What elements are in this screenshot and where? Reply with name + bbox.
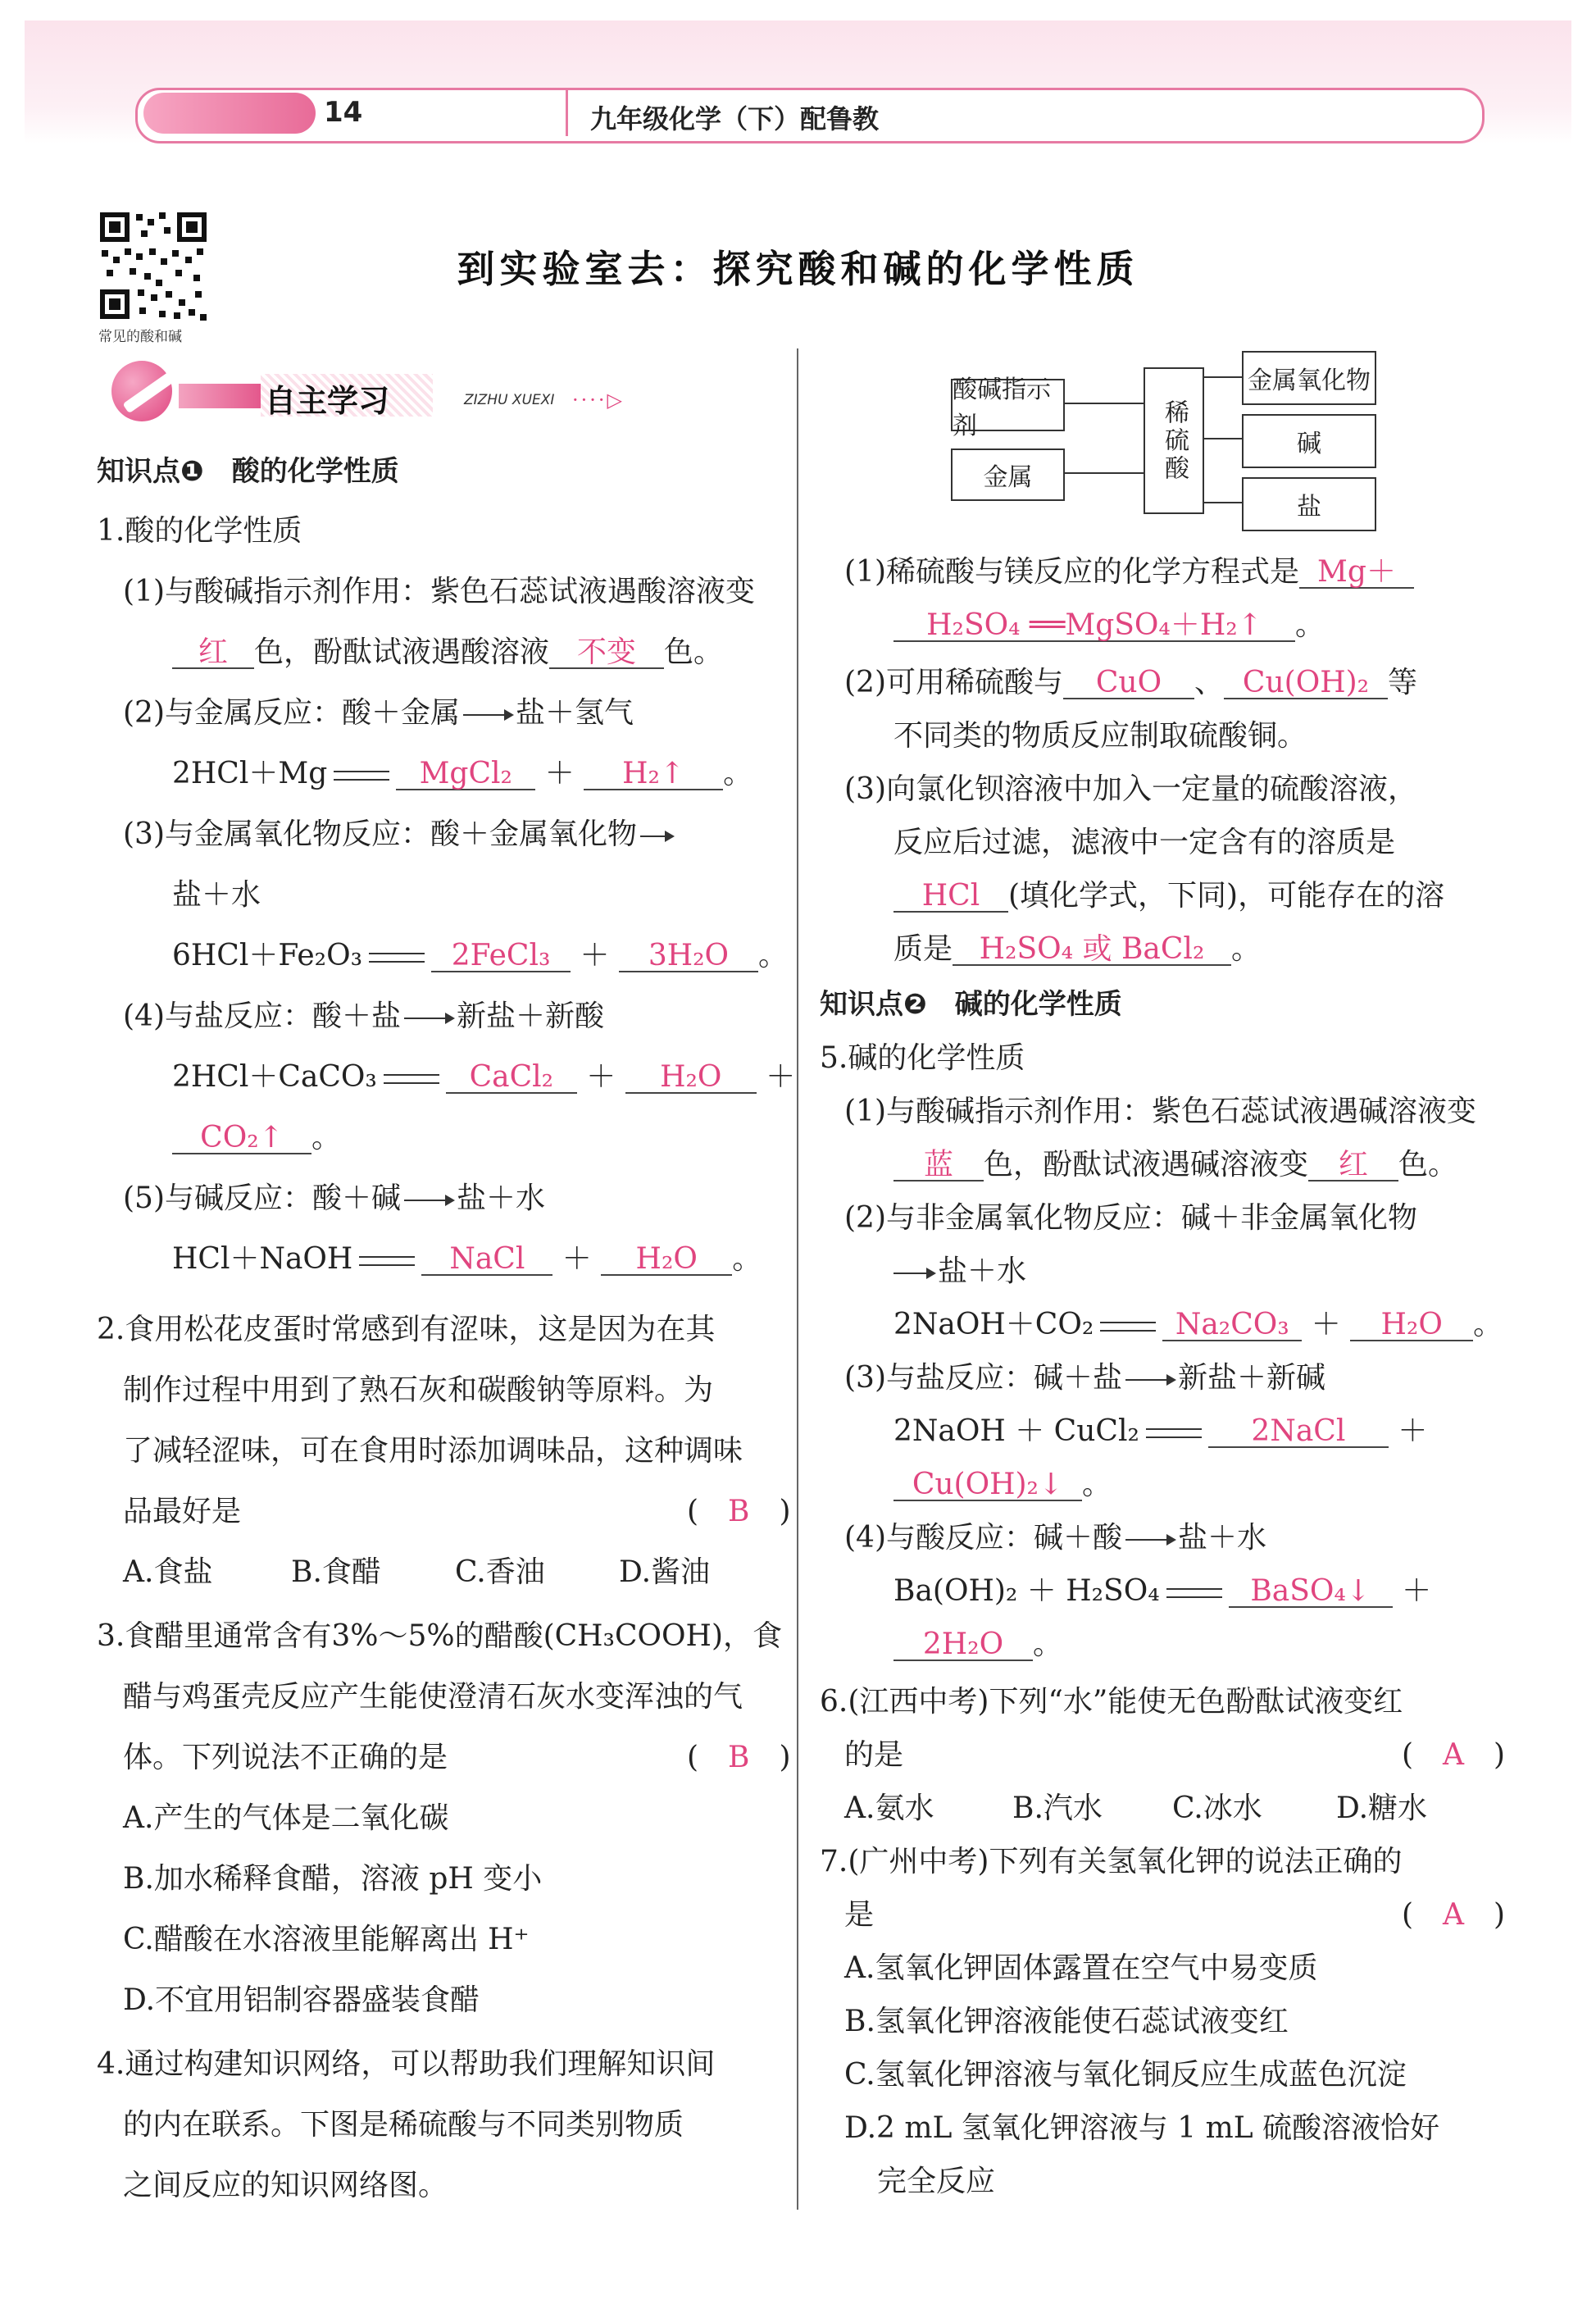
text: 色，酚酞试液遇碱溶液变 <box>984 1148 1309 1181</box>
qr-caption: 常见的酸和碱 <box>98 329 182 345</box>
answer-choice: B <box>728 1495 750 1528</box>
text: (5)与碱反应：酸＋碱 <box>123 1181 401 1215</box>
equals-icon <box>384 1074 439 1084</box>
diagram-box-indicator: 酸碱指示剂 <box>951 379 1065 431</box>
equation: 2HCl＋CaCO₃ <box>172 1060 377 1094</box>
text: 新盐＋新酸 <box>457 999 605 1033</box>
arrow-icon <box>893 1273 934 1274</box>
answer-blank[interactable]: 3H₂O <box>619 941 758 972</box>
header-divider <box>566 90 568 136</box>
answer-blank[interactable]: BaSO₄↓ <box>1229 1577 1393 1608</box>
answer-blank[interactable]: H₂SO₄ 或 BaCl₂ <box>953 935 1231 966</box>
answer-blank[interactable]: 红 <box>172 638 254 669</box>
answer-blank[interactable]: 2H₂O <box>893 1630 1033 1661</box>
equation: HCl＋NaOH <box>172 1242 353 1276</box>
diagram-box-sulfuric-acid: 稀硫酸 <box>1144 367 1204 514</box>
q7-answer[interactable]: ( A ) <box>1402 1898 1506 1932</box>
main-title: 到实验室去：探究酸和碱的化学性质 <box>457 247 1139 291</box>
q5-2-line2 <box>893 1254 1027 1288</box>
text: (1)稀硫酸与镁反应的化学方程式是 <box>844 555 1299 589</box>
equals-icon <box>369 953 425 963</box>
answer-blank[interactable]: H₂O <box>625 1063 757 1094</box>
q4-line3: 之间反应的知识网络图。 <box>123 2169 448 2202</box>
q1-1-line1: (1)与酸碱指示剂作用：紫色石蕊试液遇酸溶液变 <box>123 575 755 608</box>
q7-option-a[interactable]: A.氢氧化钾固体露置在空气中易变质 <box>844 1951 1318 1985</box>
arrow-icon <box>1125 1539 1175 1541</box>
q7-line1: 7.(广州中考)下列有关氢氧化钾的说法正确的 <box>820 1845 1403 1878</box>
text: (3)与金属氧化物反应：酸＋金属氧化物 <box>123 817 637 851</box>
q4-3-line1: (3)向氯化钡溶液中加入一定量的硫酸溶液， <box>844 772 1417 806</box>
book-title: 九年级化学（下）配鲁教 <box>590 103 880 134</box>
answer-blank[interactable]: 不变 <box>549 638 664 669</box>
q3-line1: 3.食醋里通常含有3%～5%的醋酸(CH₃COOH)，食 <box>97 1619 782 1653</box>
arrow-icon <box>640 835 673 837</box>
column-divider <box>797 348 798 2210</box>
q1-2-equation: 2HCl＋Mg MgCl₂ ＋ H₂↑ 。 <box>172 757 753 790</box>
knowledge-point-2: 知识点❷ 碱的化学性质 <box>820 988 1122 1021</box>
answer-choice: B <box>728 1741 750 1774</box>
section-header <box>105 361 630 426</box>
equation: 2NaOH＋CO₂ <box>893 1308 1094 1341</box>
text: 色。 <box>1398 1148 1458 1181</box>
text: 质是 <box>893 932 953 966</box>
q3-option-c[interactable]: C.醋酸在水溶液里能解离出 H⁺ <box>123 1923 530 1956</box>
arrow-icon <box>463 714 512 716</box>
q6-option-b[interactable]: B.汽水 <box>1012 1792 1103 1825</box>
q1-4-line1 <box>123 999 605 1033</box>
text: 新盐＋新碱 <box>1178 1361 1326 1395</box>
text: 盐＋氢气 <box>516 696 634 730</box>
q2-option-b[interactable]: B.食醋 <box>291 1555 381 1589</box>
q6-option-c[interactable]: C.冰水 <box>1172 1792 1262 1825</box>
answer-blank[interactable]: CuO <box>1063 668 1194 699</box>
diagram-box-metal-oxide: 金属氧化物 <box>1242 351 1376 405</box>
text: (填化学式，下同)，可能存在的溶 <box>1008 879 1445 913</box>
q1-5-line1 <box>123 1181 546 1215</box>
equals-icon <box>334 771 389 781</box>
answer-choice: A <box>1443 1738 1465 1772</box>
q4-1-line1 <box>844 555 1414 589</box>
q6-option-d[interactable]: D.糖水 <box>1336 1792 1428 1825</box>
answer-blank[interactable]: Mg＋ <box>1299 558 1414 589</box>
equals-icon <box>1166 1588 1222 1598</box>
q2-option-d[interactable]: D.酱油 <box>619 1555 711 1589</box>
q1-5-equation: HCl＋NaOH NaCl ＋ H₂O 。 <box>172 1242 762 1276</box>
q5-2-line1: (2)与非金属氧化物反应：碱＋非金属氧化物 <box>844 1201 1417 1235</box>
equals-icon <box>1146 1428 1202 1438</box>
section-pinyin: ZIZHU XUEXI <box>464 392 555 408</box>
knowledge-network-diagram <box>951 344 1377 533</box>
q1-4-equation: 2HCl＋CaCO₃ CaCl₂ ＋ H₂O ＋ <box>172 1060 796 1094</box>
diagram-box-metal: 金属 <box>951 448 1065 501</box>
diagram-box-salt: 盐 <box>1242 477 1376 531</box>
q6-answer[interactable]: ( A ) <box>1402 1738 1506 1772</box>
answer-blank[interactable]: H₂SO₄ ══MgSO₄＋H₂↑ <box>893 611 1295 642</box>
q6-line2: 的是 <box>844 1738 904 1772</box>
q5-1-line2 <box>893 1150 1457 1181</box>
header-pink-tab <box>143 93 316 134</box>
answer-blank[interactable]: Cu(OH)₂ <box>1224 668 1388 699</box>
q4-2-line1: (2)可用稀硫酸与 CuO 、 Cu(OH)₂ 等 <box>844 666 1418 699</box>
q2-option-a[interactable]: A.食盐 <box>123 1555 213 1589</box>
answer-blank[interactable]: H₂↑ <box>584 759 723 790</box>
text: (3)与盐反应：碱＋盐 <box>844 1361 1122 1395</box>
q2-line4: 品最好是 <box>123 1495 242 1528</box>
answer-blank[interactable]: 红 <box>1308 1150 1398 1181</box>
equals-icon <box>359 1256 415 1266</box>
q6-line1: 6.(江西中考)下列“水”能使无色酚酞试液变红 <box>820 1685 1403 1719</box>
q7-option-d[interactable]: D.2 mL 氢氧化钾溶液与 1 mL 硫酸溶液恰好 <box>844 2111 1440 2145</box>
q4-1-line2: H₂SO₄ ══MgSO₄＋H₂↑ 。 <box>893 611 1325 642</box>
q4-3-line4: 质是 H₂SO₄ 或 BaCl₂ 。 <box>893 932 1262 966</box>
q1-3-line1 <box>123 817 676 851</box>
q2-line3: 了减轻涩味，可在食用时添加调味品，这种调味 <box>123 1434 743 1468</box>
answer-blank[interactable]: Na₂CO₃ <box>1162 1310 1302 1341</box>
q3-line3: 体。下列说法不正确的是 <box>123 1741 448 1774</box>
answer-blank[interactable]: Cu(OH)₂↓ <box>893 1470 1082 1501</box>
answer-choice: A <box>1443 1898 1465 1932</box>
answer-blank[interactable]: H₂O <box>601 1245 732 1276</box>
text: 等 <box>1388 666 1418 699</box>
answer-blank[interactable]: 2NaCl <box>1208 1417 1389 1448</box>
q5-2-equation: 2NaOH＋CO₂ Na₂CO₃ ＋ H₂O 。 <box>893 1308 1503 1341</box>
q2-line2: 制作过程中用到了熟石灰和碳酸钠等原料。为 <box>123 1373 714 1407</box>
text: (4)与盐反应：酸＋盐 <box>123 999 401 1033</box>
equation: 2HCl＋Mg <box>172 757 328 790</box>
q2-option-c[interactable]: C.香油 <box>455 1555 545 1589</box>
q5-3-equation: 2NaOH ＋ CuCl₂ 2NaCl ＋ <box>893 1414 1428 1448</box>
arrow-icon <box>404 1200 453 1201</box>
text: 色，酚酞试液遇酸溶液 <box>254 635 550 669</box>
q1-1-line2 <box>172 635 724 669</box>
text: 色。 <box>664 635 724 669</box>
arrow-icon <box>1125 1379 1175 1381</box>
arrow-icon <box>404 1018 453 1019</box>
answer-blank[interactable]: CO₂↑ <box>172 1123 311 1154</box>
q7-option-c[interactable]: C.氢氧化钾溶液与氧化铜反应生成蓝色沉淀 <box>844 2058 1407 2092</box>
q5-4-equation: Ba(OH)₂ ＋ H₂SO₄ BaSO₄↓ ＋ <box>893 1574 1432 1608</box>
section-title: 自主学习 <box>265 383 390 419</box>
q4-2-line2: 不同类的物质反应制取硫酸铜。 <box>893 719 1307 753</box>
q4-line2: 的内在联系。下图是稀硫酸与不同类别物质 <box>123 2108 684 2142</box>
q1-3-line2: 盐＋水 <box>172 878 261 912</box>
q5-4-line1 <box>844 1523 1266 1553</box>
q5-4-line3: 2H₂O 。 <box>893 1630 1062 1661</box>
q2-answer[interactable]: ( B ) <box>687 1495 791 1528</box>
q2-line1: 2.食用松花皮蛋时常感到有涩味，这是因为在其 <box>97 1313 716 1346</box>
diagram-box-base: 碱 <box>1242 414 1376 468</box>
answer-blank[interactable]: NaCl <box>421 1245 552 1276</box>
q7-line2: 是 <box>844 1898 875 1932</box>
q5-3-line3: Cu(OH)₂↓ 。 <box>893 1470 1112 1501</box>
q5-title: 5.碱的化学性质 <box>820 1041 1025 1075</box>
q5-3-line1 <box>844 1361 1326 1395</box>
text: (2)可用稀硫酸与 <box>844 666 1063 699</box>
text: (2)与金属反应：酸＋金属 <box>123 696 460 730</box>
q3-option-b[interactable]: B.加水稀释食醋，溶液 pH 变小 <box>123 1862 543 1896</box>
q1-3-equation: 6HCl＋Fe₂O₃ 2FeCl₃ ＋ 3H₂O 。 <box>172 939 788 972</box>
text: 盐＋水 <box>938 1254 1027 1288</box>
q6-option-a[interactable]: A.氨水 <box>844 1792 934 1825</box>
q7-option-b[interactable]: B.氢氧化钾溶液能使石蕊试液变红 <box>844 2005 1289 2038</box>
q5-1-line1: (1)与酸碱指示剂作用：紫色石蕊试液遇碱溶液变 <box>844 1095 1476 1128</box>
text: (4)与酸反应：碱＋酸 <box>844 1521 1122 1555</box>
q3-answer[interactable]: ( B ) <box>687 1741 791 1774</box>
equation: 2NaOH ＋ CuCl₂ <box>893 1414 1139 1448</box>
answer-blank[interactable]: 蓝 <box>893 1150 984 1181</box>
q7-option-d-cont: 完全反应 <box>877 2165 996 2198</box>
q3-option-a[interactable]: A.产生的气体是二氧化碳 <box>123 1801 449 1835</box>
knowledge-point-1: 知识点❶ 酸的化学性质 <box>97 455 399 488</box>
q4-3-line3 <box>893 881 1444 913</box>
section-dots: ····▷ <box>572 389 625 412</box>
q1-title: 1.酸的化学性质 <box>97 514 302 548</box>
answer-blank[interactable]: H₂O <box>1350 1310 1473 1341</box>
q3-line2: 醋与鸡蛋壳反应产生能使澄清石灰水变浑浊的气 <box>123 1680 743 1714</box>
q1-4-line3: CO₂↑ 。 <box>172 1123 341 1154</box>
equation: Ba(OH)₂ ＋ H₂SO₄ <box>893 1574 1160 1608</box>
answer-blank[interactable]: MgCl₂ <box>396 759 535 790</box>
answer-blank[interactable]: 2FeCl₃ <box>431 941 571 972</box>
q4-3-line2: 反应后过滤，滤液中一定含有的溶质是 <box>893 826 1396 859</box>
equation: 6HCl＋Fe₂O₃ <box>172 939 363 972</box>
page-number: 14 <box>324 96 363 129</box>
text: 盐＋水 <box>457 1181 546 1215</box>
text: 盐＋水 <box>1178 1521 1267 1555</box>
q4-line1: 4.通过构建知识网络，可以帮助我们理解知识间 <box>97 2047 716 2081</box>
equals-icon <box>1100 1322 1156 1332</box>
q1-2-line1 <box>123 696 634 730</box>
answer-blank[interactable]: CaCl₂ <box>446 1063 577 1094</box>
q3-option-d[interactable]: D.不宜用铝制容器盛装食醋 <box>123 1983 480 2017</box>
answer-blank[interactable]: HCl <box>893 881 1008 913</box>
